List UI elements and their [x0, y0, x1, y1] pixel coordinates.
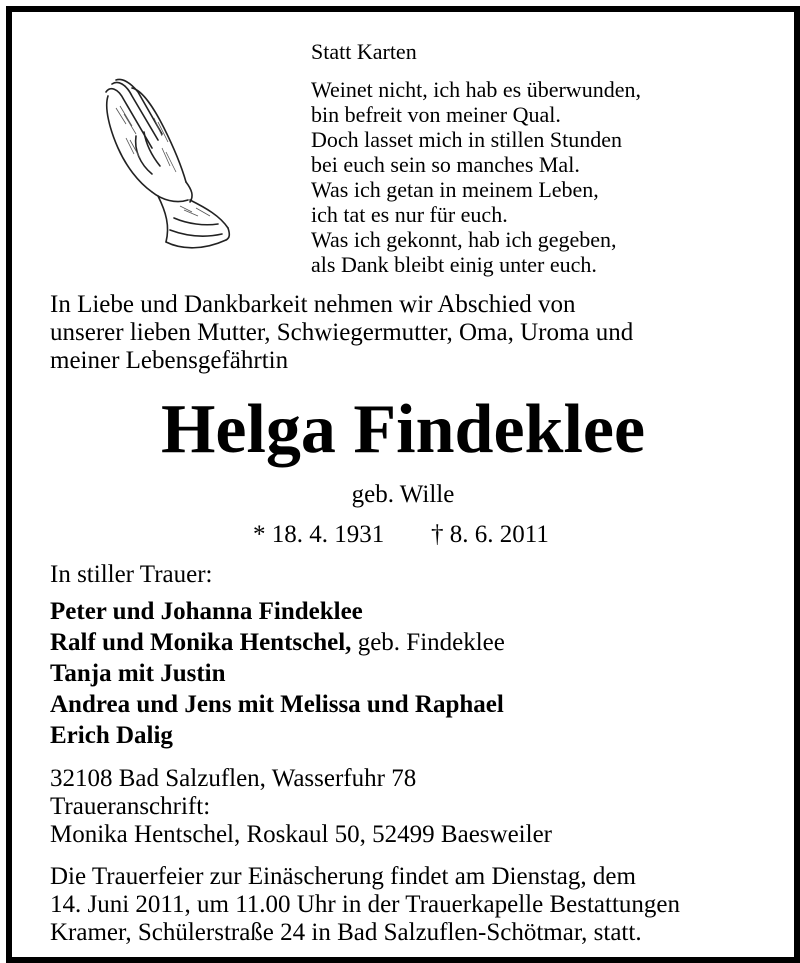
deceased-name: Helga Findeklee: [160, 391, 646, 468]
intro-line: In Liebe und Dankbarkeit nehmen wir Abschied von: [50, 291, 576, 318]
mourner-name: Peter und Johanna Findeklee: [50, 598, 363, 625]
intro-line: meiner Lebensgefährtin: [50, 347, 289, 374]
poem-line: als Dank bleibt einig unter euch.: [311, 252, 597, 277]
praying-hands-icon: [96, 78, 236, 253]
mourner-line: [50, 628, 505, 657]
mourner-line: [50, 690, 504, 719]
mourner-line: [50, 659, 226, 688]
mourner-suffix: geb. Findeklee: [351, 629, 505, 656]
ceremony-line: Kramer, Schülerstraße 24 in Bad Salzuflen-Schötmar, statt.: [50, 919, 642, 946]
poem-line: ich tat es nur für euch.: [311, 202, 508, 227]
address-line: Traueranschrift:: [50, 793, 211, 820]
poem-line: bin befreit von meiner Qual.: [311, 102, 561, 127]
mourner-name: Erich Dalig: [50, 722, 173, 749]
ceremony-line: 14. Juni 2011, um 11.00 Uhr in der Trauerkapelle Bestattungen: [50, 891, 681, 918]
obituary-frame: [6, 6, 800, 963]
mourner-line: [50, 597, 363, 626]
address-line: 32108 Bad Salzuflen, Wasserfuhr 78: [50, 765, 417, 792]
header-statt-karten: Statt Karten: [311, 39, 417, 64]
death-date: † 8. 6. 2011: [431, 521, 549, 548]
mourner-name: Andrea und Jens mit Melissa und Raphael: [50, 691, 504, 718]
mourner-name: Tanja mit Justin: [50, 660, 226, 687]
poem-line: Was ich gekonnt, hab ich gegeben,: [311, 227, 617, 252]
mourner-line: [50, 721, 173, 750]
mourner-name: Ralf und Monika Hentschel,: [50, 629, 352, 656]
poem-line: Weinet nicht, ich hab es überwunden,: [311, 77, 641, 102]
poem-line: bei euch sein so manches Mal.: [311, 152, 580, 177]
poem-line: Doch lasset mich in stillen Stunden: [311, 127, 623, 152]
ceremony-line: Die Trauerfeier zur Einäscherung findet am Dienstag, dem: [50, 863, 636, 890]
maiden-name: geb. Wille: [351, 481, 455, 508]
poem-line: Was ich getan in meinem Leben,: [311, 177, 599, 202]
birth-date: * 18. 4. 1931: [253, 521, 385, 548]
intro-line: unserer lieben Mutter, Schwiegermutter, Oma, Uroma und: [50, 319, 634, 346]
mourning-label: In stiller Trauer:: [50, 561, 213, 588]
address-line: Monika Hentschel, Roskaul 50, 52499 Baesweiler: [50, 821, 552, 848]
